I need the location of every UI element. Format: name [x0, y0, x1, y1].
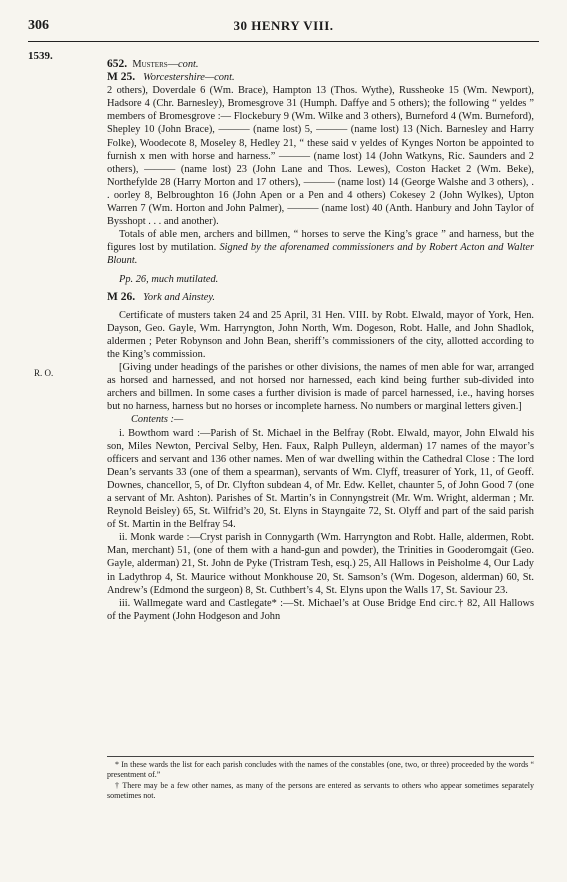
- footnotes: [107, 760, 534, 802]
- footnote-1: * In these wards the list for each parish concludes with the names of the constables (one, two, or three) proceeded by the words “ presentment of.”: [107, 760, 534, 779]
- section-county-m25: Worcestershire—: [143, 72, 215, 84]
- record-office-note: R. O.: [34, 368, 54, 378]
- totals-paragraph: [107, 228, 534, 267]
- certificate-paragraph: Certificate of musters taken 24 and 25 April, 31 Hen. VIII. by Robt. Elwald, mayor of York, Hen. Dayson, Geo. Gayle, Wm. Harryngton, John North, Wm. Dogeson, Robt. Halle, and John Shadlok, aldermen ; Peter Robynson and John Bean, sheriff’s commissioners of the city, allotted according to the King’s commission.: [107, 309, 534, 360]
- pages-note: Pp. 26, much mutilated.: [119, 273, 219, 285]
- m25-paragraph: 2 others), Doverdale 6 (Wm. Brace), Hampton 13 (Thos. Wythe), Russheoke 15 (Wm. Newport), Hadsore 4 (Chr. Barnesley), Bromesgrove 31 (Humph. Daffye and 5 others); the following “ yeldes ” members of Bromesgrove :— Flockebury 9 (Wm. Wilke and 3 others), Burneford 4 (Wm. Burneford), Shepley 10 (John Brace), ——— (name lost) 5, ——— (name lost) 13 (Nich. Barnesley and Harry Folke), Woodecote 8, Moseley 8, Hedley 21, “ these said v yeldes of Kynges Norton be appointed to furnish x men with horse and harness.” ——— (name lost) 14 (John Watkyns, Ric. Saunders and 2 others), ——— (name lost) 23 (John Lane and Thos. Lewes), Coston Hacket 2 (Wm. Beke), Northefylde 28 (Harry Morton and 17 others), ——— (name lost) 14 (George Walshe and 3 others), . . oorley 8, Belbroughton 16 (John Apen or a Pen and 4 others) Cokesey 2 (John Wylkes), Upton Warren 7 (Wm. Horton and John Palmer), ——— (name lost) 40 (Anth. Hanbury and John Taylor of Bysshopt . . . and another).: [107, 85, 534, 228]
- totals-text: Totals of able men, archers and billmen, “ horses to serve the King’s grace ” and harness, but the figures lost by mutilation.: [107, 229, 534, 254]
- section-title-m26: York and Ainstey.: [143, 291, 215, 303]
- contents-item-ii: ii. Monk warde :—Cryst parish in Connygarth (Wm. Harryngton and Robt. Halle, aldermen, Robt. Man, merchant) 51, (one of them with a hand-gun and powder), the Trinities in Gooderomgait (Geo. Gayle, alderman) 21, St. John de Pyke (Tristram Tesh, esq.) 25, All Hallows in Peisholme 4, Our Lady in Ladythrop 4, St. Maurice without Monkhouse 20, St. Samson’s (Wm. Dogeson, alderman) 60, St. Andrew’s (Edmond the surgeon) 8, St. Cuthbert’s 4, St. Elyns upon the Walls 17, St. Saviour 23.: [107, 532, 534, 596]
- header-rule: [28, 41, 539, 42]
- page-header: [28, 18, 539, 38]
- year-margin: 1539.: [28, 50, 53, 62]
- entry-title-cont: cont.: [178, 59, 199, 70]
- entry-title: Musters—: [132, 59, 179, 70]
- entry-number: 652.: [107, 58, 128, 70]
- footnote-2: † There may be a few other names, as many of the persons are entered as servants to others who appear sometimes separately sometimes not.: [107, 781, 534, 800]
- section-heading-m26: [107, 291, 534, 304]
- section-label-m26: M 26.: [107, 290, 136, 303]
- document-body: [107, 58, 534, 623]
- editorial-note-paragraph: [Giving under headings of the parishes or other divisions, the names of men able for war, arranged as horsed and harnessed, and not horsed nor harnessed, each kind being further sub-divided into archers and billmen. In some cases a further division is made of parcel harnessed, i.e., having horses but no harness, harness but no horses or incomplete harness. No numbers or marginal letters given.]: [107, 362, 534, 413]
- totals-signed: Signed by the aforenamed commissioners and by Robert Acton and Walter Blount.: [107, 242, 534, 267]
- page-number: 306: [28, 18, 49, 33]
- contents-item-iii: iii. Wallmegate ward and Castlegate* :—St. Michael’s at Ouse Bridge End circ.† 82, All Hallows of the Payment (John Hodgeson and John: [107, 597, 534, 622]
- contents-label: Contents :—: [131, 414, 184, 426]
- contents-item-i: i. Bowthom ward :—Parish of St. Michael in the Belfray (Robt. Elwald, mayor, John Elwald his son, Miles Newton, Percival Selby, Hen. Faux, Ralph Pulleyn, alderman) 17 names of the mayor’s officers and servant and 136 other names. Men of war dwelling within the Cathedral Close : The lord Dean’s servants 33 (one of them a spearman), servants of Wm. Clyff, treasurer of York, 11, of Geoff. Downes, chancellor, 5, of Dr. Clyfton subdean 4, of Mr. Edw. Kellet, chaunter 5, of John Good 7 (one a servant of Mr. Ashton). Parishes of St. Martin’s in Connyngstreit (Mr. Wm. Wright, alderman ; Mr. Reynold Beisley) 65, St. Wilfrid’s 20, St. Elyns in Stayngaite 72, St. Olyff and part of the said parish of St. Martin in the Belfray 54.: [107, 427, 534, 531]
- running-title: 30 HENRY VIII.: [233, 18, 334, 33]
- section-label-m25: M 25.: [107, 71, 136, 84]
- section-heading-m25: [107, 71, 534, 84]
- entry-heading: [107, 58, 534, 71]
- section-county-cont: cont.: [214, 72, 235, 84]
- footnote-rule: [107, 756, 534, 757]
